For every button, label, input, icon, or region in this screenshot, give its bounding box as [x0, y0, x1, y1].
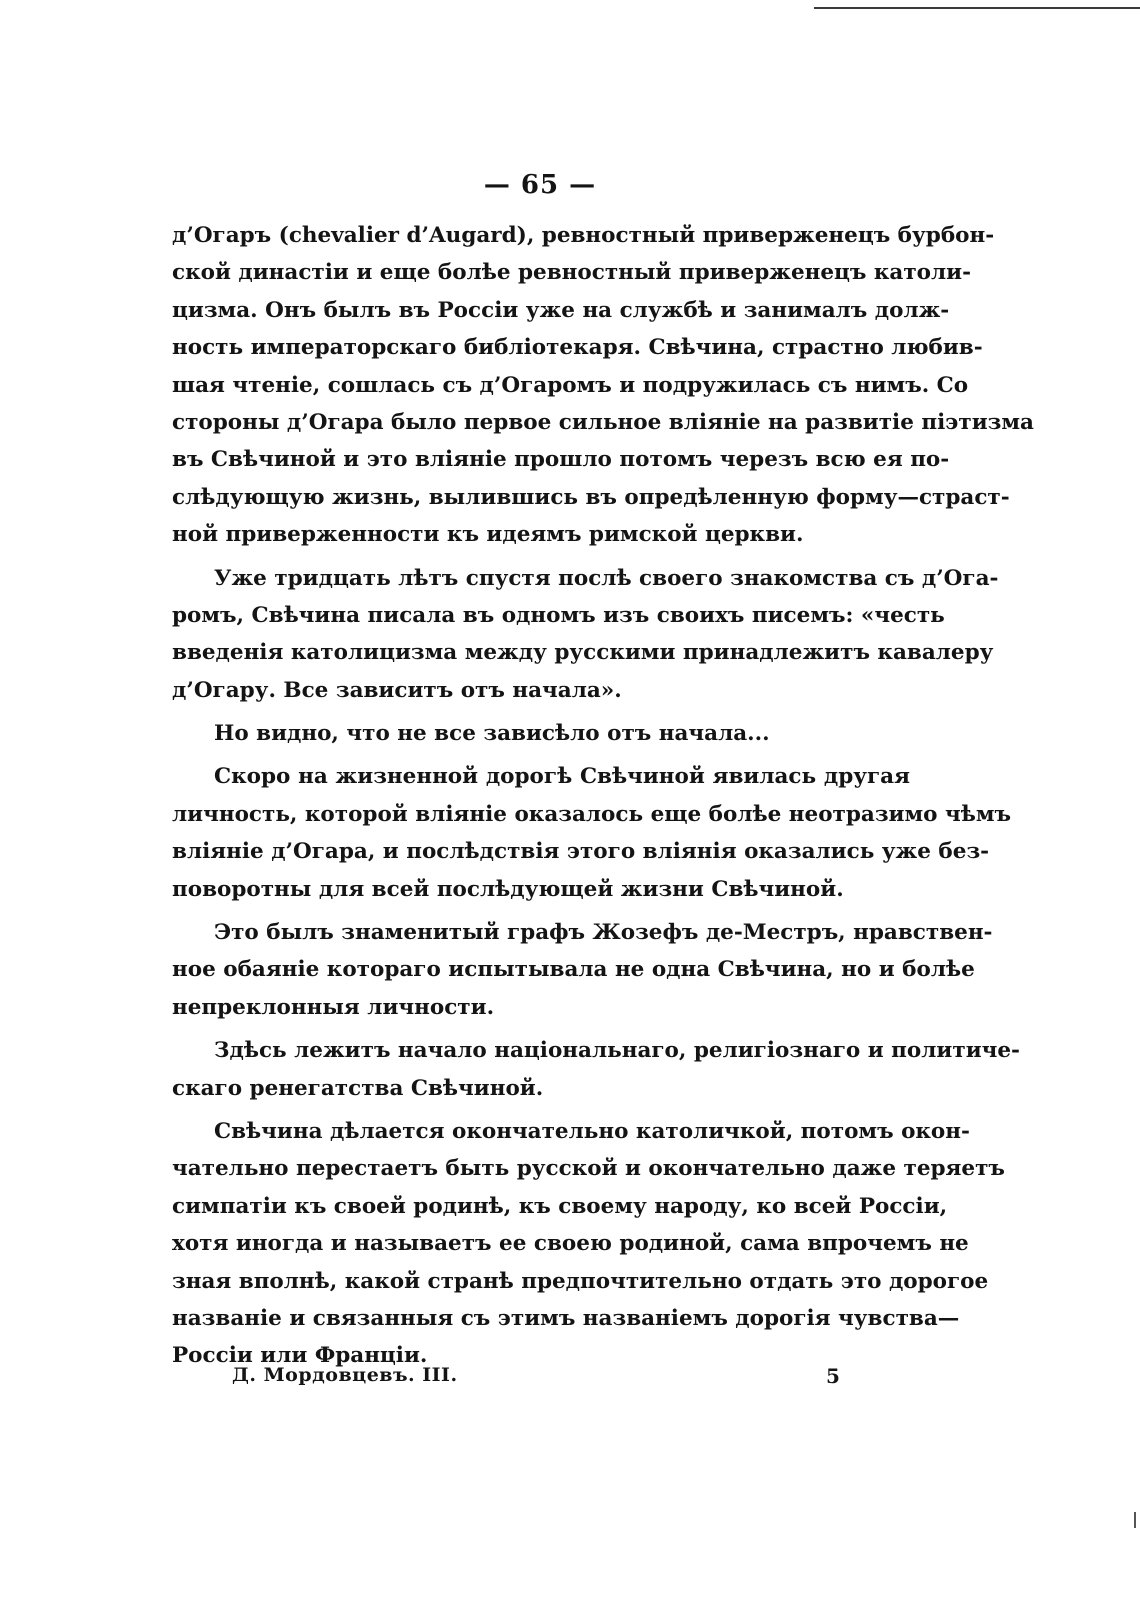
text-line: д’Огару. Все зависитъ отъ начала».	[172, 677, 622, 703]
footer-signature: Д. Мордовцевъ. III.	[232, 1364, 458, 1386]
body-text	[172, 217, 1034, 1375]
text-line: цизма. Онъ былъ въ Россіи уже на службѣ и занималъ долж-	[172, 297, 950, 323]
text-line: скаго ренегатства Свѣчиной.	[172, 1075, 544, 1101]
text-line: чательно перестаетъ быть русской и окончательно даже теряетъ	[172, 1156, 1005, 1182]
text-line: шая чтеніе, сошлась съ д’Огаромъ и подружилась съ нимъ. Со	[172, 372, 969, 398]
text-line: ное обаяніе котораго испытывала не одна Свѣчина, но и болѣе	[172, 957, 975, 983]
text-line: Это былъ знаменитый графъ Жозефъ де-Местръ, нравствен-	[214, 920, 993, 946]
text-line: Но видно, что не все зависѣло отъ начала...	[214, 721, 770, 747]
text-line: Свѣчина дѣлается окончательно католичкой, потомъ окон-	[214, 1118, 970, 1144]
text-line: въ Свѣчиной и это вліяніе прошло потомъ черезъ всю ея по-	[172, 447, 950, 473]
text-line: Уже тридцать лѣтъ спустя послѣ своего знакомства съ д’Ога-	[214, 565, 999, 591]
text-line: поворотны для всей послѣдующей жизни Свѣчиной.	[172, 876, 844, 902]
text-line: непреклонныя личности.	[172, 994, 495, 1020]
text-line: Здѣсь лежитъ начало національнаго, религіознаго и политиче-	[214, 1038, 1020, 1064]
text-line: хотя иногда и называетъ ее своею родиной, сама впрочемъ не	[172, 1231, 969, 1257]
text-line: д’Огаръ (chevalier d’Augard), ревностный приверженецъ бурбон-	[172, 223, 995, 248]
text-line: личность, которой вліяніе оказалось еще болѣе неотразимо чѣмъ	[172, 801, 1012, 827]
text-line: Россіи или Франціи.	[172, 1343, 428, 1369]
text-line: вліяніе д’Огара, и послѣдствія этого вліянія оказались уже без-	[172, 839, 990, 865]
text-line: симпатіи къ своей родинѣ, къ своему народу, ко всей Россіи,	[172, 1193, 948, 1219]
text-line: введенія католицизма между русскими принадлежитъ кавалеру	[172, 640, 994, 666]
text-line: ромъ, Свѣчина писала въ одномъ изъ своихъ писемъ: «честь	[172, 602, 945, 628]
text-line: ность императорскаго библіотекаря. Свѣчина, страстно любив-	[172, 335, 983, 361]
text-line: стороны д’Огара было первое сильное вліяніе на развитіе піэтизма	[172, 409, 1034, 435]
text-line: ной приверженности къ идеямъ римской церкви.	[172, 522, 804, 548]
text-line: зная вполнѣ, какой странѣ предпочтительно отдать это дорогое	[172, 1268, 989, 1294]
text-line: слѣдующую жизнь, вылившись въ опредѣленную форму—страст-	[172, 484, 1010, 510]
scan-edge-mark	[1134, 1512, 1136, 1528]
scan-top-edge-line	[814, 7, 1140, 9]
text-line: Скоро на жизненной дорогѣ Свѣчиной явилась другая	[214, 764, 910, 790]
footer-sheet-number: 5	[826, 1364, 840, 1388]
text-line: ской династіи и еще болѣе ревностный приверженецъ католи-	[172, 260, 972, 286]
page-number: — 65 —	[483, 170, 597, 200]
text-line: названіе и связанныя съ этимъ названіемъ дорогія чувства—	[172, 1305, 960, 1331]
